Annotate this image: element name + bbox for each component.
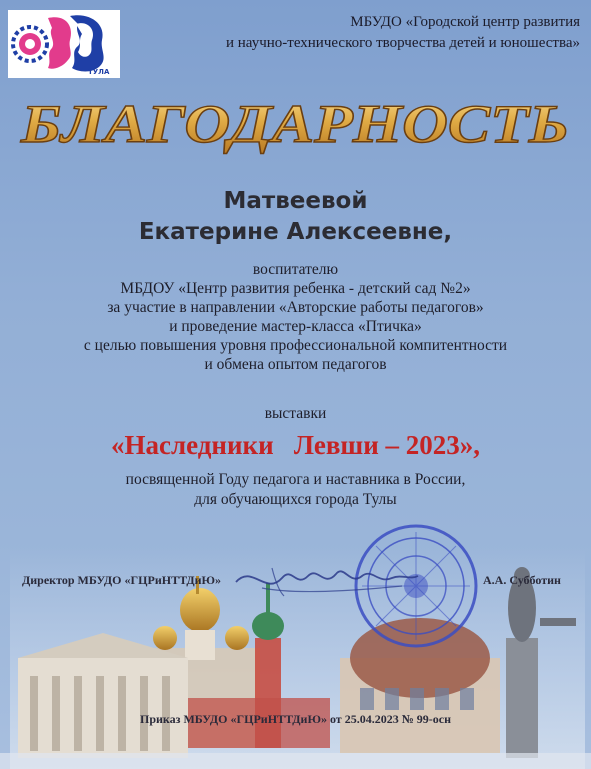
event-dedication [0,470,591,510]
header-line-1: МБУДО «Городской центр развития [350,14,580,30]
dedication-line-1: посвященной Году педагога и наставника в России, [125,471,466,488]
child-silhouette-logo-icon [8,10,120,78]
exhibit-label: выставки [264,405,327,422]
certificate-title [0,82,591,179]
dedication-line-2: для обучающихся города Тулы [194,491,397,508]
header-line-2: и научно-технического творчества детей и юношества» [226,35,580,51]
director-signature [232,558,422,602]
body-line-3: за участие в направлении «Авторские работы педагогов» [107,299,484,316]
body-line-4: и проведение мастер-класса «Птичка» [169,318,422,335]
title-text: БЛАГОДАРНОСТЬ [19,94,570,154]
recipient-surname: Матвеевой [223,188,368,214]
body-line-5: с целью повышения уровня профессиональной компитентности [83,337,508,354]
organization-header [150,12,580,54]
recipient-given-names: Екатерине Алексеевне, [138,219,453,245]
body-line-1: воспитателю [252,261,339,278]
director-title: Директор МБУДО «ГЦРиНТТДиЮ» [22,573,221,587]
event-title: «Наследники Левши – 2023», [111,430,480,460]
organization-logo [8,10,120,78]
recipient-name [0,186,591,248]
body-line-6: и обмена опытом педагогов [204,356,387,373]
body-text [0,260,591,374]
order-reference: Приказ МБУДО «ГЦРиНТТДиЮ» от 25.04.2023 № 99-осн [139,712,451,726]
body-line-2: МБДОУ «Центр развития ребенка - детский сад №2» [120,280,471,297]
director-name: А.А. Субботин [483,573,561,587]
logo-text: ТУЛА [88,68,110,76]
